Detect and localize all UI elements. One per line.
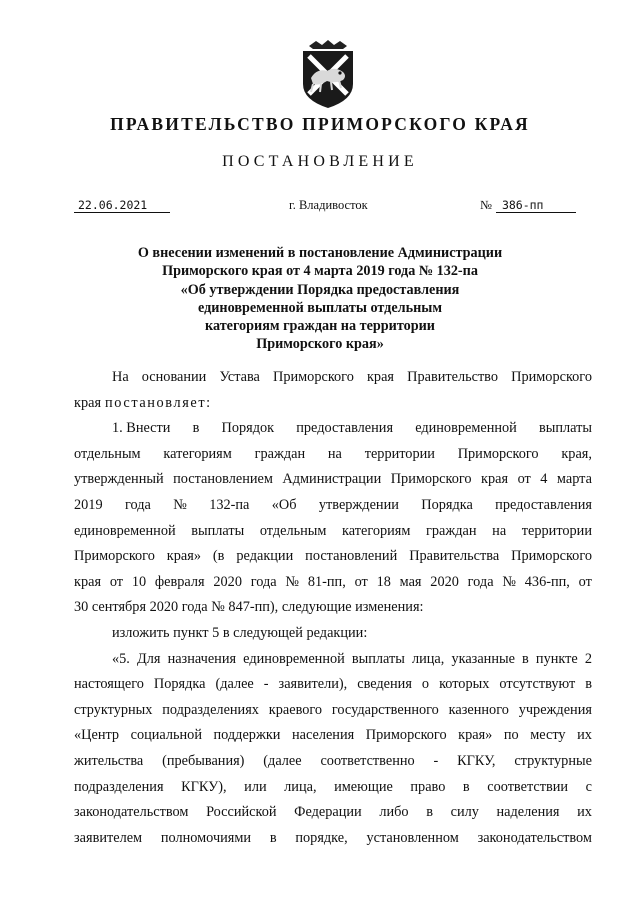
body-word: государственного [331,701,439,718]
heading-line: Приморского края» [256,336,384,353]
body-word: подразделения [74,778,164,795]
body-word: социальной [130,727,202,744]
body-word: основании [141,369,207,385]
heading-line: Приморского края от 4 марта 2019 года № 132-па [162,263,478,280]
body-word: которых [439,676,490,693]
body-word: порядке, [295,829,348,846]
body-word: края [366,369,394,385]
body-word: структурные [514,752,592,769]
body-word: постановлением [173,471,273,488]
body-word: мая [399,573,422,590]
heading-line: категориям граждан на территории [205,318,435,335]
body-word: края [74,573,102,590]
body-word: учреждения [518,701,592,718]
body-word: указанные [451,650,515,667]
body-word: в [462,778,470,795]
coat-of-arms-emblem [297,38,359,110]
body-word: месту [530,727,566,744]
body-word: их [577,727,592,744]
body-word: сведения [357,676,412,693]
body-word: соответственно [320,752,415,769]
body-word: 81-пп, [307,573,346,590]
body-word: предоставления [296,420,394,437]
body-word: отсутствуют [499,676,576,693]
document-date: 22.06.2021 [74,198,170,213]
body-word: от [578,573,592,590]
body-word: утвержденный [74,471,164,488]
body-word: подразделениях [162,701,259,718]
body-word: (пребывания) [162,752,245,769]
body-word: края [74,394,102,411]
body-word: категориям [163,445,232,462]
body-word: № [502,573,516,590]
body-word: Приморского [273,369,354,385]
body-word: силу [450,804,479,821]
body-line [74,621,592,647]
body-word: края» [458,727,493,744]
body-word: 1. Внести [112,420,171,437]
body-word: Российской [206,804,277,821]
body-word: законодательством [74,804,189,821]
body-word: года [250,573,277,590]
body-word: «5. [112,650,130,667]
body-word-spaced: постановляет: [105,394,212,411]
body-word: населения [291,727,355,744]
body-word: территории [364,445,435,462]
body-word: отдельным [74,445,141,462]
body-word: установленном [366,829,459,846]
body-line [74,647,592,673]
body-word: в [426,804,433,821]
body-word: Приморского [390,471,472,488]
body-line [74,391,592,417]
body-line [74,595,592,621]
body-word: «Об [271,496,297,513]
body-word: граждан [426,522,477,539]
body-word: На [112,369,129,385]
body-word: казенного [448,701,509,718]
body-word: края» [166,548,201,565]
body-word: граждан [254,445,306,462]
heading-line: единовременной выплаты отдельным [197,299,443,316]
body-word: от [517,471,531,488]
body-line [74,365,592,391]
body-line [74,672,592,698]
body-word: постановлений [305,548,398,565]
number-value: 386-пп [496,198,576,213]
body-word: 18 [376,573,391,590]
body-word: лица, [284,778,317,795]
body-word: на [327,445,342,462]
body-word: февраля [154,573,205,590]
body-word: края, [561,445,592,462]
body-word: жительства [74,752,144,769]
body-word: Приморского [511,369,592,385]
number-sign: № [480,198,492,212]
body-word: Администрации [282,471,382,488]
body-word: выплаты [191,522,245,539]
body-word: по [503,727,519,744]
body-word: о [421,676,430,693]
body-word: Правительства [409,548,500,565]
body-word: соответствии [487,778,569,795]
body-word: поддержки [213,727,281,744]
body-word: выплаты [538,420,592,437]
body-word: законодательством [477,829,592,846]
body-line [74,800,592,826]
body-word: марта [556,471,592,488]
body-word: 2020 [213,573,242,590]
body-word: Приморского [365,727,447,744]
body-word: от [354,573,368,590]
body-word: лица, [411,650,445,667]
body-word: 2019 [74,496,103,513]
body-word: в [269,829,277,846]
body-word: года [467,573,494,590]
body-word: единовременной [415,420,517,437]
body-word: или [244,778,267,795]
document-number [480,198,576,213]
body-word: края [481,471,509,488]
body-word: (далее [215,676,254,693]
body-word: отдельным [259,522,327,539]
body-word: № [285,573,300,590]
body-word: в [522,650,529,667]
body-line [74,775,592,801]
body-word: Федерации [294,804,362,821]
body-word: (в [212,548,225,565]
body-word: в [192,420,200,437]
body-word: выплаты [351,650,405,667]
body-word: на [492,522,507,539]
body-word: назначения [167,650,237,667]
body-line [74,493,592,519]
body-word: краевого [268,701,323,718]
heading-line: «Об утверждении Порядка предоставления [180,281,460,298]
body-word: редакции [236,548,294,565]
body-line [74,442,592,468]
body-line [74,570,592,596]
body-word: Приморского [457,445,539,462]
body-word: в [585,676,592,693]
body-word: № [173,496,187,513]
body-word: с [585,778,592,795]
resolution-heading [100,244,540,354]
body-word: КГКУ), [181,778,227,795]
body-line [74,467,592,493]
body-word: 2 [584,650,592,667]
body-line [74,723,592,749]
body-word: заявители), [278,676,348,693]
body-word: единовременной [74,522,176,539]
body-word: полномочиями [160,829,252,846]
body-word: категориям [342,522,411,539]
body-word: Устава [219,369,260,385]
body-word: Правительство [407,369,498,385]
body-line [74,698,592,724]
body-line [74,826,592,852]
body-word: изложить пункт 5 в следующей редакции: [112,624,368,641]
document-body [74,365,592,851]
body-word: Порядка [421,496,473,513]
body-word: 132-па [209,496,250,513]
body-word: 2020 [430,573,459,590]
body-word: года [124,496,151,513]
body-word: Порядок [221,420,275,437]
body-word: 30 сентября 2020 года № 847-пп), следующие изменения: [74,599,424,616]
body-word: - [433,752,439,769]
body-word: (далее [263,752,302,769]
document-type: ПОСТАНОВЛЕНИЕ [222,153,418,170]
body-line [74,544,592,570]
body-word: - [263,676,269,693]
body-word: пункте [535,650,578,667]
body-word: Для [136,650,161,667]
body-word: либо [379,804,409,821]
document-city: г. Владивосток [289,198,368,212]
body-word: их [577,804,592,821]
body-word: единовременной [243,650,345,667]
body-line [74,416,592,442]
body-word: КГКУ, [457,752,496,769]
body-word: 4 [540,471,548,488]
body-word: Приморского [74,548,155,565]
body-word: от [109,573,124,590]
body-word: утверждении [318,496,399,513]
body-word: предоставления [495,496,592,513]
body-word: имеющие [334,778,393,795]
body-word: «Центр [74,727,120,744]
body-word: 436-пп, [524,573,570,590]
body-word: территории [521,522,592,539]
body-word: право [410,778,446,795]
body-word: настоящего [74,676,144,693]
body-word: наделения [496,804,560,821]
body-line [74,749,592,775]
body-word: Приморского [511,548,592,565]
body-word: 10 [131,573,147,590]
heading-line: О внесении изменений в постановление Администрации [137,245,503,261]
body-word: заявителем [74,829,143,846]
body-word: структурных [74,701,153,718]
body-word: Порядка [153,676,206,693]
body-line [74,519,592,545]
government-title: ПРАВИТЕЛЬСТВО ПРИМОРСКОГО КРАЯ [110,114,530,134]
